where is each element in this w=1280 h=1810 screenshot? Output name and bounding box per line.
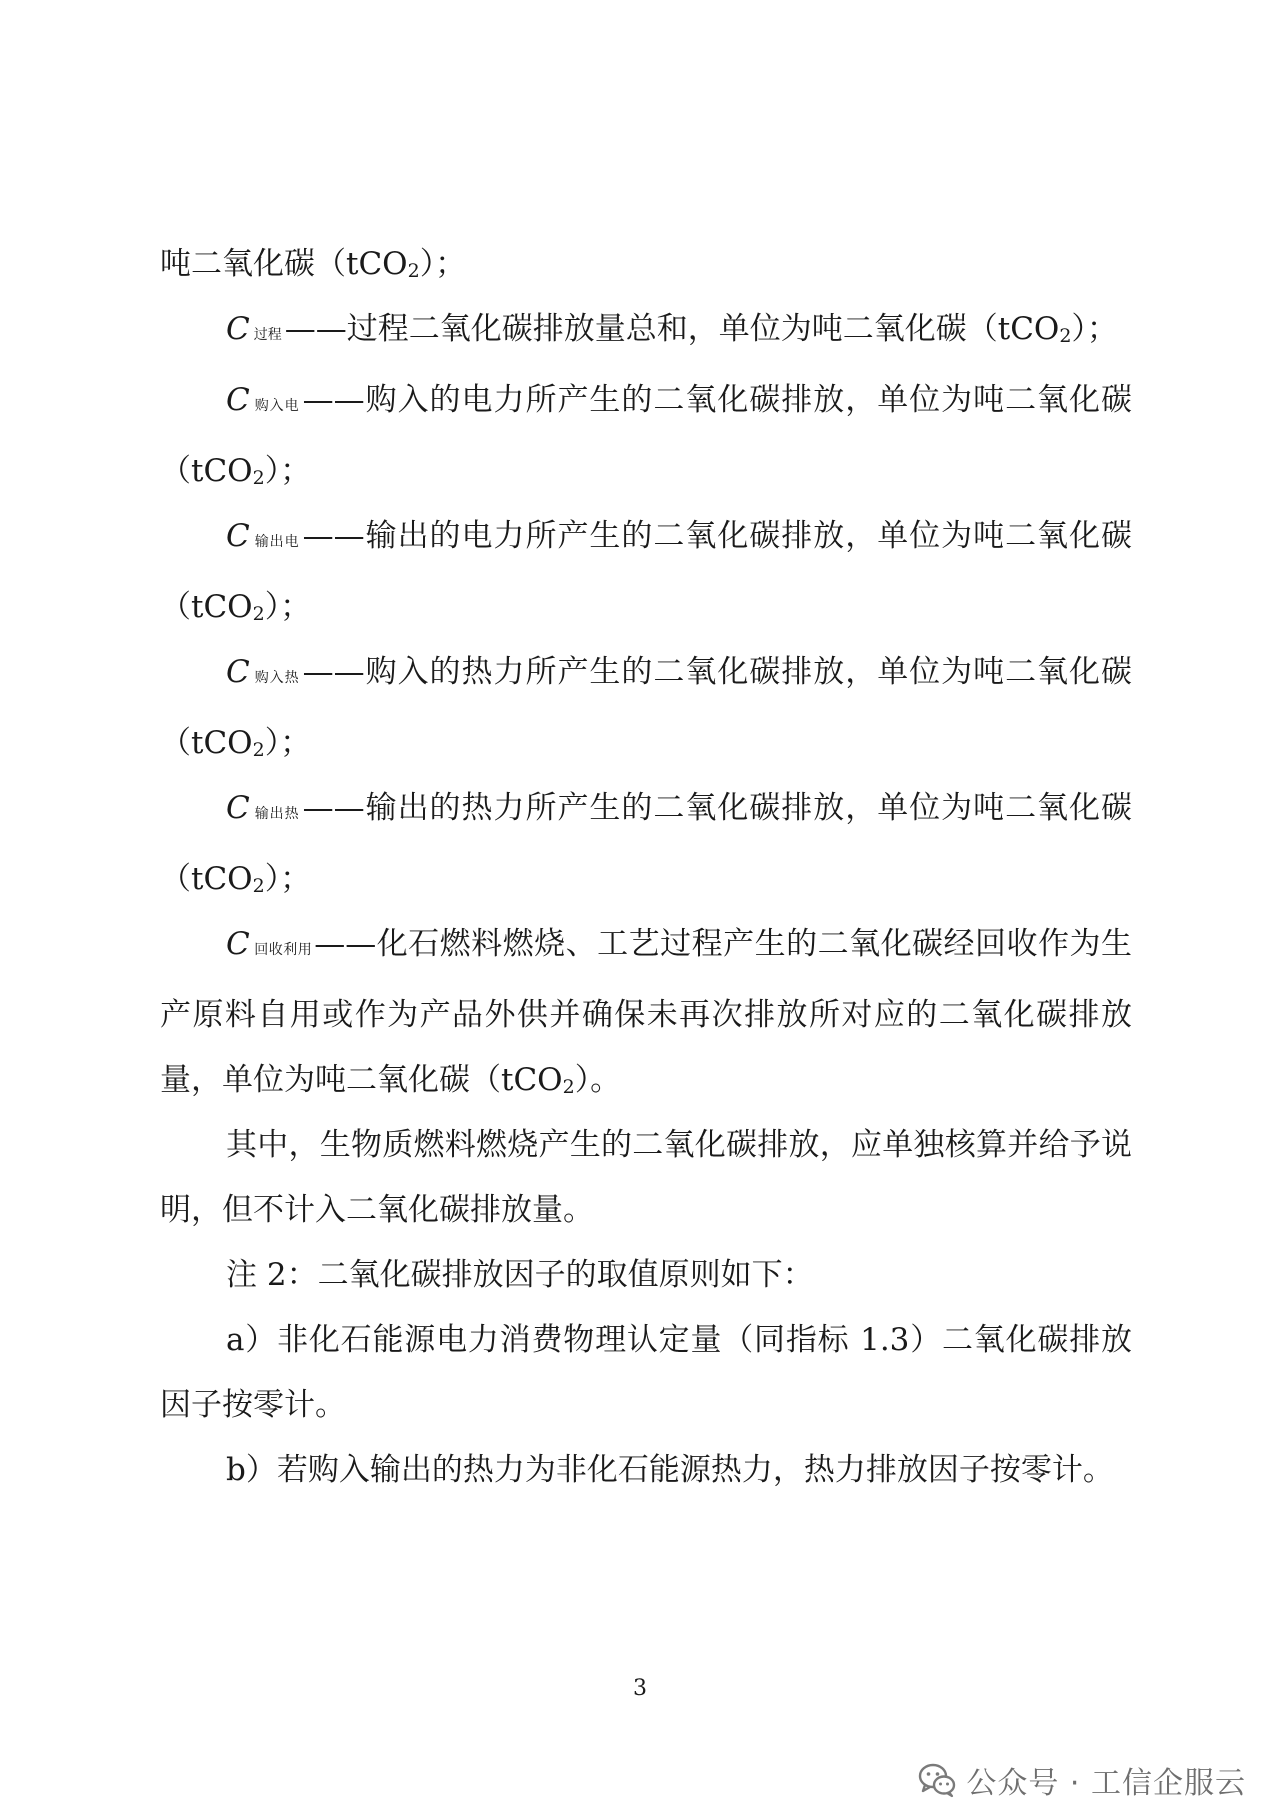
- note-item-b: b）若购入输出的热力为非化石能源热力，热力排放因子按零计。: [226, 1452, 1114, 1488]
- definition-c-process: C过程——过程二氧化碳排放量总和，单位为吨二氧化碳（tCO$_2$）；: [226, 311, 1118, 347]
- note-item-a: a）非化石能源电力消费物理认定量（同指标 1.3）二氧化碳排放因子按零计。: [160, 1322, 1132, 1423]
- note-2-heading: 注 2：二氧化碳排放因子的取值原则如下：: [226, 1257, 814, 1293]
- wechat-icon: [918, 1762, 956, 1798]
- definition-c-output-heat: C输出热——输出的热力所产生的二氧化碳排放，单位为吨二氧化碳（tCO$_2$）；: [160, 790, 1133, 897]
- watermark: [918, 1762, 1246, 1801]
- definition-c-purchased-electricity: C购入电——购入的电力所产生的二氧化碳排放，单位为吨二氧化碳（tCO$_2$）；: [160, 382, 1133, 489]
- definition-c-purchased-heat: C购入热——购入的热力所产生的二氧化碳排放，单位为吨二氧化碳（tCO$_2$）；: [160, 654, 1133, 761]
- definition-c-output-electricity: C输出电——输出的电力所产生的二氧化碳排放，单位为吨二氧化碳（tCO$_2$）；: [160, 518, 1133, 625]
- paragraph-continuation: 吨二氧化碳（tCO$_2$）；: [160, 246, 467, 282]
- document-body: [160, 232, 1132, 1503]
- watermark-text: 公众号 · 工信企服云: [966, 1766, 1246, 1801]
- paragraph-biomass: 其中，生物质燃料燃烧产生的二氧化碳排放，应单独核算并给予说明，但不计入二氧化碳排放量。: [160, 1127, 1132, 1228]
- page-number: 3: [633, 1676, 647, 1701]
- definition-c-recovery: C回收利用——化石燃料燃烧、工艺过程产生的二氧化碳经回收作为生产原料自用或作为产品外供并确保未再次排放所对应的二氧化碳排放量，单位为吨二氧化碳（tCO$_2$）。: [160, 926, 1133, 1098]
